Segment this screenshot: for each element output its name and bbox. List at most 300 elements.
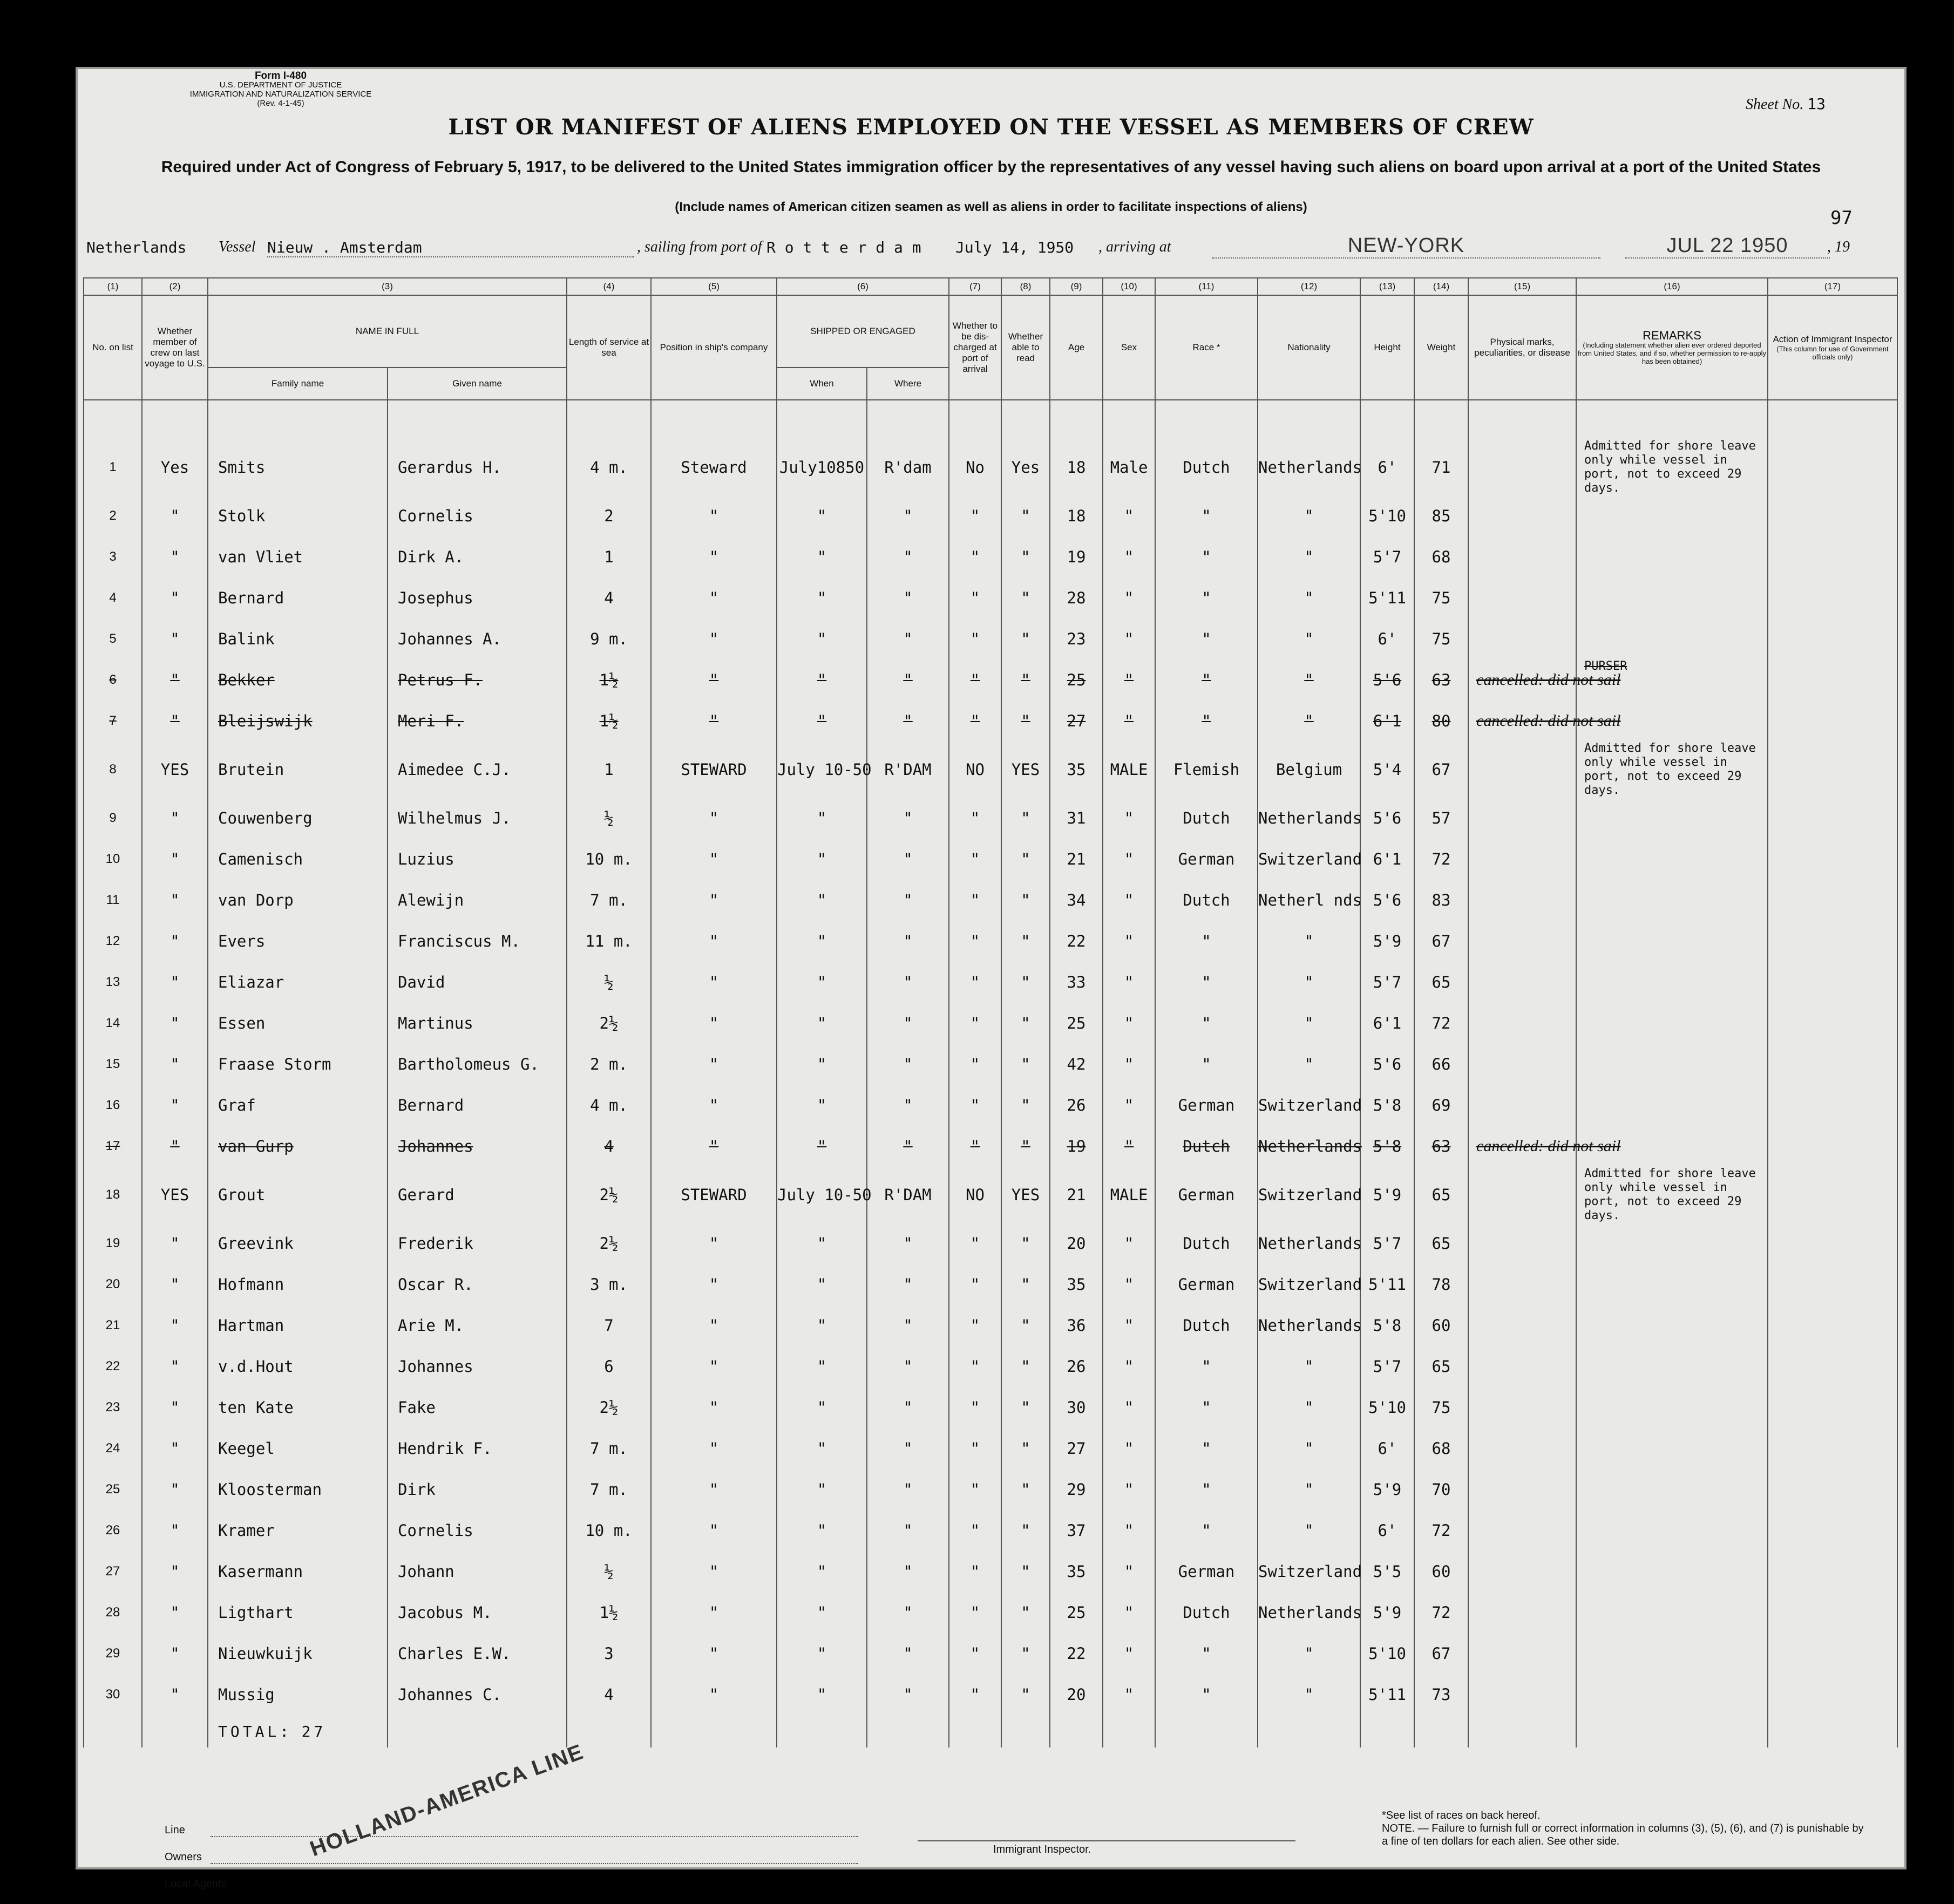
- col-header-age: Age: [1050, 295, 1103, 400]
- cell-service: 11 m.: [567, 921, 651, 962]
- cell-crew: ": [142, 1223, 208, 1264]
- table-row: [84, 1044, 1897, 1085]
- cell-when: ": [777, 659, 867, 701]
- cell-when: ": [777, 1044, 867, 1085]
- cell-crew: YES: [142, 1167, 208, 1223]
- cell-given: Martinus: [388, 1003, 567, 1044]
- cell-no: 22: [84, 1346, 142, 1387]
- cell-nationality: ": [1258, 921, 1360, 962]
- cell-remarks: [1576, 921, 1768, 962]
- cell-given: Bartholomeus G.: [388, 1044, 567, 1085]
- cell-action: [1768, 839, 1897, 880]
- owners-label: Owners: [165, 1851, 202, 1863]
- cell-when: ": [777, 1085, 867, 1126]
- cell-given: Hendrik F.: [388, 1428, 567, 1469]
- cell-weight: 72: [1414, 1003, 1468, 1044]
- col-header-weight: Weight: [1414, 295, 1468, 400]
- table-row: [84, 839, 1897, 880]
- remarks-title: REMARKS: [1643, 328, 1701, 342]
- cell-no: 13: [84, 962, 142, 1003]
- cell-when: ": [777, 495, 867, 536]
- cell-read: ": [1001, 839, 1050, 880]
- cell-crew: ": [142, 618, 208, 659]
- cell-marks: [1468, 1223, 1576, 1264]
- cell-action: [1768, 1551, 1897, 1592]
- col-header-remarks: [1576, 295, 1768, 400]
- cell-nationality: ": [1258, 659, 1360, 701]
- cell-action: [1768, 798, 1897, 839]
- cell-age: 27: [1050, 701, 1103, 742]
- cell-sex: ": [1103, 659, 1155, 701]
- table-row: [84, 536, 1897, 577]
- total-value: 27: [301, 1723, 327, 1740]
- owners-field: [211, 1863, 858, 1864]
- cell-height: 6': [1360, 1428, 1414, 1469]
- cell-given: Johannes A.: [388, 618, 567, 659]
- cell-remarks: Admitted for shore leave only while vessel in port, not to exceed 29 days.: [1576, 1167, 1768, 1223]
- cell-family: van Gurp: [208, 1126, 388, 1167]
- cell-marks: [1468, 1003, 1576, 1044]
- cell-age: 35: [1050, 742, 1103, 798]
- cell-service: ½: [567, 962, 651, 1003]
- cell-nationality: ": [1258, 1428, 1360, 1469]
- cell-height: 6': [1360, 439, 1414, 495]
- cell-given: Johannes: [388, 1346, 567, 1387]
- cell-weight: 60: [1414, 1551, 1468, 1592]
- cell-age: 26: [1050, 1085, 1103, 1126]
- cell-position: ": [651, 1592, 777, 1633]
- cell-crew: ": [142, 798, 208, 839]
- cell-position: ": [651, 1428, 777, 1469]
- cell-height: 6': [1360, 1510, 1414, 1551]
- cell-where: R'dam: [867, 439, 949, 495]
- cell-crew: ": [142, 1551, 208, 1592]
- cell-service: 2½: [567, 1167, 651, 1223]
- cell-age: 25: [1050, 1592, 1103, 1633]
- cell-when: ": [777, 536, 867, 577]
- cell-race: ": [1155, 1633, 1258, 1674]
- cell-race: ": [1155, 536, 1258, 577]
- table-row: [84, 962, 1897, 1003]
- cell-race: ": [1155, 618, 1258, 659]
- cell-position: ": [651, 536, 777, 577]
- cell-remarks: [1576, 1551, 1768, 1592]
- cell-race: German: [1155, 1264, 1258, 1305]
- table-row: [84, 1003, 1897, 1044]
- cell-action: [1768, 1126, 1897, 1167]
- cell-service: 3 m.: [567, 1264, 651, 1305]
- cell-sex: ": [1103, 618, 1155, 659]
- cell-discharge: ": [949, 536, 1001, 577]
- table-row: [84, 1592, 1897, 1633]
- cell-age: 36: [1050, 1305, 1103, 1346]
- cell-remarks: [1576, 1264, 1768, 1305]
- cell-discharge: ": [949, 577, 1001, 618]
- cell-nationality: Switzerland: [1258, 1264, 1360, 1305]
- cell-crew: ": [142, 1469, 208, 1510]
- department: U.S. DEPARTMENT OF JUSTICE: [219, 80, 342, 90]
- cell-marks: [1468, 1305, 1576, 1346]
- cell-action: [1768, 577, 1897, 618]
- cell-given: Petrus F.: [388, 659, 567, 701]
- cell-no: 25: [84, 1469, 142, 1510]
- cell-weight: 75: [1414, 577, 1468, 618]
- cell-marks: [1468, 495, 1576, 536]
- cell-height: 5'7: [1360, 1223, 1414, 1264]
- cell-sex: ": [1103, 1223, 1155, 1264]
- col-num-13: (13): [1360, 278, 1414, 295]
- cell-height: 5'7: [1360, 536, 1414, 577]
- cell-sex: ": [1103, 1387, 1155, 1428]
- cell-height: 5'8: [1360, 1126, 1414, 1167]
- race-note: *See list of races on back hereof.: [1382, 1810, 1541, 1821]
- cell-marks: [1468, 1551, 1576, 1592]
- cell-weight: 65: [1414, 1346, 1468, 1387]
- cell-given: Aimedee C.J.: [388, 742, 567, 798]
- cell-position: ": [651, 1085, 777, 1126]
- cell-nationality: Netherlands: [1258, 1126, 1360, 1167]
- cell-remarks: [1576, 495, 1768, 536]
- cell-age: 20: [1050, 1674, 1103, 1715]
- cell-age: 22: [1050, 921, 1103, 962]
- cell-marks: [1468, 536, 1576, 577]
- table-row: [84, 618, 1897, 659]
- cell-when: ": [777, 701, 867, 742]
- cell-read: ": [1001, 1510, 1050, 1551]
- cell-no: 8: [84, 742, 142, 798]
- cell-where: ": [867, 495, 949, 536]
- cell-when: ": [777, 962, 867, 1003]
- cell-race: ": [1155, 659, 1258, 701]
- cell-no: 6: [84, 659, 142, 701]
- cell-race: Dutch: [1155, 439, 1258, 495]
- cell-family: Smits: [208, 439, 388, 495]
- cell-no: 3: [84, 536, 142, 577]
- cell-race: ": [1155, 495, 1258, 536]
- cell-when: ": [777, 1551, 867, 1592]
- cell-sex: ": [1103, 1346, 1155, 1387]
- col-num-16: (16): [1576, 278, 1768, 295]
- cell-height: 6': [1360, 618, 1414, 659]
- col-num-17: (17): [1768, 278, 1897, 295]
- cell-action: [1768, 1469, 1897, 1510]
- cell-where: ": [867, 1674, 949, 1715]
- cell-marks: cancelled: did not sail: [1468, 1126, 1576, 1167]
- cell-race: ": [1155, 1346, 1258, 1387]
- cell-race: ": [1155, 1469, 1258, 1510]
- cell-when: ": [777, 1305, 867, 1346]
- cell-position: ": [651, 701, 777, 742]
- cell-given: Charles E.W.: [388, 1633, 567, 1674]
- total-label: TOTAL:: [218, 1723, 293, 1740]
- cell-nationality: Netherlands: [1258, 1305, 1360, 1346]
- cell-family: Bleijswijk: [208, 701, 388, 742]
- cell-service: 10 m.: [567, 1510, 651, 1551]
- cell-marks: [1468, 1346, 1576, 1387]
- cell-where: ": [867, 618, 949, 659]
- cell-nationality: Netherl nds: [1258, 880, 1360, 921]
- cell-crew: ": [142, 880, 208, 921]
- cell-nationality: Netherlands: [1258, 1223, 1360, 1264]
- cell-crew: ": [142, 1264, 208, 1305]
- cell-age: 35: [1050, 1264, 1103, 1305]
- col-header-no: No. on list: [84, 295, 142, 400]
- cell-height: 5'5: [1360, 1551, 1414, 1592]
- arriving-label: , arriving at: [1098, 239, 1171, 255]
- cell-height: 5'6: [1360, 798, 1414, 839]
- cell-remarks: PURSER: [1576, 659, 1768, 701]
- cell-given: Johann: [388, 1551, 567, 1592]
- cell-no: 23: [84, 1387, 142, 1428]
- cell-age: 23: [1050, 618, 1103, 659]
- col-header-marks: Physical marks, peculiarities, or disease: [1468, 295, 1576, 400]
- table-row: [84, 1551, 1897, 1592]
- cell-weight: 67: [1414, 1633, 1468, 1674]
- table-row: [84, 1126, 1897, 1167]
- cell-where: ": [867, 798, 949, 839]
- cell-when: July10850: [777, 439, 867, 495]
- cell-nationality: Switzerland: [1258, 1551, 1360, 1592]
- cell-family: Keegel: [208, 1428, 388, 1469]
- cell-age: 37: [1050, 1510, 1103, 1551]
- cell-nationality: ": [1258, 577, 1360, 618]
- vessel-line: [86, 234, 1884, 262]
- cell-height: 5'10: [1360, 1633, 1414, 1674]
- col-header-height: Height: [1360, 295, 1414, 400]
- cell-action: [1768, 536, 1897, 577]
- cell-marks: [1468, 1674, 1576, 1715]
- include-note: (Include names of American citizen seamen as well as aliens in order to facilitate inspections of aliens): [675, 200, 1307, 214]
- cell-nationality: Switzerland: [1258, 1085, 1360, 1126]
- cell-action: [1768, 659, 1897, 701]
- cell-remarks: [1576, 1387, 1768, 1428]
- cell-action: [1768, 618, 1897, 659]
- cell-action: [1768, 1044, 1897, 1085]
- col-num-9: (9): [1050, 278, 1103, 295]
- cell-service: 7: [567, 1305, 651, 1346]
- cell-nationality: ": [1258, 1044, 1360, 1085]
- departure-port: R o t t e r d a m: [766, 239, 921, 256]
- cell-when: ": [777, 1126, 867, 1167]
- cell-sex: ": [1103, 1044, 1155, 1085]
- crew-body: [84, 400, 1897, 1747]
- cell-race: ": [1155, 1674, 1258, 1715]
- cell-when: ": [777, 577, 867, 618]
- cell-height: 5'9: [1360, 1469, 1414, 1510]
- cell-marks: [1468, 1510, 1576, 1551]
- cell-remarks: [1576, 1346, 1768, 1387]
- cell-read: ": [1001, 1305, 1050, 1346]
- line-field: [211, 1836, 858, 1837]
- cell-discharge: ": [949, 1223, 1001, 1264]
- cell-family: Stolk: [208, 495, 388, 536]
- cell-remarks: [1576, 1633, 1768, 1674]
- cell-no: 2: [84, 495, 142, 536]
- cell-read: ": [1001, 536, 1050, 577]
- cell-sex: ": [1103, 1510, 1155, 1551]
- cell-action: [1768, 1305, 1897, 1346]
- cell-remarks: [1576, 1305, 1768, 1346]
- cell-nationality: Netherlands: [1258, 439, 1360, 495]
- cell-service: 4 m.: [567, 439, 651, 495]
- cell-sex: ": [1103, 1551, 1155, 1592]
- cell-nationality: ": [1258, 495, 1360, 536]
- crew-table: [83, 277, 1898, 1747]
- cell-discharge: ": [949, 1633, 1001, 1674]
- cell-family: ten Kate: [208, 1387, 388, 1428]
- cell-age: 31: [1050, 798, 1103, 839]
- cell-where: R'DAM: [867, 742, 949, 798]
- cell-read: ": [1001, 1044, 1050, 1085]
- cell-marks: [1468, 618, 1576, 659]
- cell-age: 20: [1050, 1223, 1103, 1264]
- cell-marks: [1468, 962, 1576, 1003]
- col-num-8: (8): [1001, 278, 1050, 295]
- cell-read: ": [1001, 1592, 1050, 1633]
- cell-weight: 78: [1414, 1264, 1468, 1305]
- table-row: [84, 1346, 1897, 1387]
- cell-action: [1768, 742, 1897, 798]
- cell-marks: [1468, 1592, 1576, 1633]
- cell-sex: ": [1103, 798, 1155, 839]
- cell-service: 2½: [567, 1223, 651, 1264]
- cell-nationality: ": [1258, 1346, 1360, 1387]
- col-header-family: Family name: [208, 368, 388, 400]
- cell-when: ": [777, 798, 867, 839]
- cell-discharge: ": [949, 495, 1001, 536]
- cell-read: ": [1001, 495, 1050, 536]
- cell-discharge: ": [949, 1510, 1001, 1551]
- cell-crew: ": [142, 577, 208, 618]
- note-label: NOTE.: [1382, 1823, 1415, 1834]
- cell-race: ": [1155, 701, 1258, 742]
- cell-read: ": [1001, 1346, 1050, 1387]
- table-row: [84, 742, 1897, 798]
- action-title: Action of Immigrant Inspector: [1773, 334, 1892, 344]
- cell-given: Cornelis: [388, 1510, 567, 1551]
- cell-discharge: ": [949, 1592, 1001, 1633]
- cell-service: 2½: [567, 1003, 651, 1044]
- cell-family: v.d.Hout: [208, 1346, 388, 1387]
- cell-when: ": [777, 1592, 867, 1633]
- cell-no: 15: [84, 1044, 142, 1085]
- cell-discharge: ": [949, 618, 1001, 659]
- cell-remarks: [1576, 798, 1768, 839]
- cell-family: Couwenberg: [208, 798, 388, 839]
- cell-where: ": [867, 1510, 949, 1551]
- cell-weight: 73: [1414, 1674, 1468, 1715]
- cell-marks: [1468, 1387, 1576, 1428]
- cell-sex: ": [1103, 1674, 1155, 1715]
- cell-where: ": [867, 1428, 949, 1469]
- cell-weight: 65: [1414, 962, 1468, 1003]
- cell-race: Dutch: [1155, 880, 1258, 921]
- cell-no: 24: [84, 1428, 142, 1469]
- cell-marks: [1468, 839, 1576, 880]
- cell-family: Kloosterman: [208, 1469, 388, 1510]
- cell-position: ": [651, 1305, 777, 1346]
- cell-sex: ": [1103, 1003, 1155, 1044]
- table-row: [84, 1305, 1897, 1346]
- cell-no: 11: [84, 880, 142, 921]
- cell-crew: ": [142, 1085, 208, 1126]
- cell-weight: 69: [1414, 1085, 1468, 1126]
- cell-given: Franciscus M.: [388, 921, 567, 962]
- cell-family: Hofmann: [208, 1264, 388, 1305]
- cell-action: [1768, 1003, 1897, 1044]
- cell-action: [1768, 1592, 1897, 1633]
- table-row: [84, 1469, 1897, 1510]
- col-num-15: (15): [1468, 278, 1576, 295]
- cell-crew: YES: [142, 742, 208, 798]
- cell-where: ": [867, 1551, 949, 1592]
- cell-when: ": [777, 1633, 867, 1674]
- cell-remarks: [1576, 1592, 1768, 1633]
- cell-where: ": [867, 1264, 949, 1305]
- cell-given: Fake: [388, 1387, 567, 1428]
- cell-given: Jacobus M.: [388, 1592, 567, 1633]
- cell-family: Nieuwkuijk: [208, 1633, 388, 1674]
- cell-race: Dutch: [1155, 1305, 1258, 1346]
- cell-remarks: [1576, 1469, 1768, 1510]
- cell-discharge: ": [949, 1674, 1001, 1715]
- cell-race: German: [1155, 839, 1258, 880]
- line-label: Line: [165, 1824, 185, 1836]
- cell-read: ": [1001, 962, 1050, 1003]
- cell-marks: [1468, 1264, 1576, 1305]
- cell-height: 5'10: [1360, 495, 1414, 536]
- cell-family: Kramer: [208, 1510, 388, 1551]
- cell-sex: ": [1103, 1633, 1155, 1674]
- inspector-line: [918, 1840, 1295, 1841]
- cell-height: 6'1: [1360, 701, 1414, 742]
- page-title: LIST OR MANIFEST OF ALIENS EMPLOYED ON THE VESSEL AS MEMBERS OF CREW: [448, 114, 1534, 140]
- cell-weight: 75: [1414, 1387, 1468, 1428]
- cell-discharge: ": [949, 880, 1001, 921]
- sheet-value: 13: [1807, 95, 1826, 113]
- cell-discharge: ": [949, 659, 1001, 701]
- cell-service: 3: [567, 1633, 651, 1674]
- cell-action: [1768, 439, 1897, 495]
- cell-nationality: ": [1258, 701, 1360, 742]
- cell-race: ": [1155, 1387, 1258, 1428]
- manifest-sheet: [76, 67, 1906, 1890]
- cell-read: ": [1001, 618, 1050, 659]
- cell-position: ": [651, 962, 777, 1003]
- cell-nationality: Netherlands: [1258, 1592, 1360, 1633]
- cell-height: 5'9: [1360, 1167, 1414, 1223]
- cell-crew: ": [142, 1305, 208, 1346]
- cell-crew: ": [142, 1674, 208, 1715]
- cell-no: 12: [84, 921, 142, 962]
- table-row: [84, 921, 1897, 962]
- cell-read: ": [1001, 921, 1050, 962]
- table-row: [84, 880, 1897, 921]
- cell-when: ": [777, 1469, 867, 1510]
- cell-race: ": [1155, 921, 1258, 962]
- arrival-port: NEW-YORK: [1212, 234, 1600, 259]
- cell-discharge: ": [949, 1264, 1001, 1305]
- cell-when: ": [777, 1264, 867, 1305]
- cell-weight: 65: [1414, 1167, 1468, 1223]
- agent-stamp: HOLLAND-AMERICA LINE: [307, 1739, 587, 1861]
- cell-age: 35: [1050, 1551, 1103, 1592]
- cell-position: ": [651, 1674, 777, 1715]
- cell-discharge: ": [949, 1469, 1001, 1510]
- cell-service: ½: [567, 798, 651, 839]
- cell-sex: ": [1103, 921, 1155, 962]
- cell-weight: 72: [1414, 1510, 1468, 1551]
